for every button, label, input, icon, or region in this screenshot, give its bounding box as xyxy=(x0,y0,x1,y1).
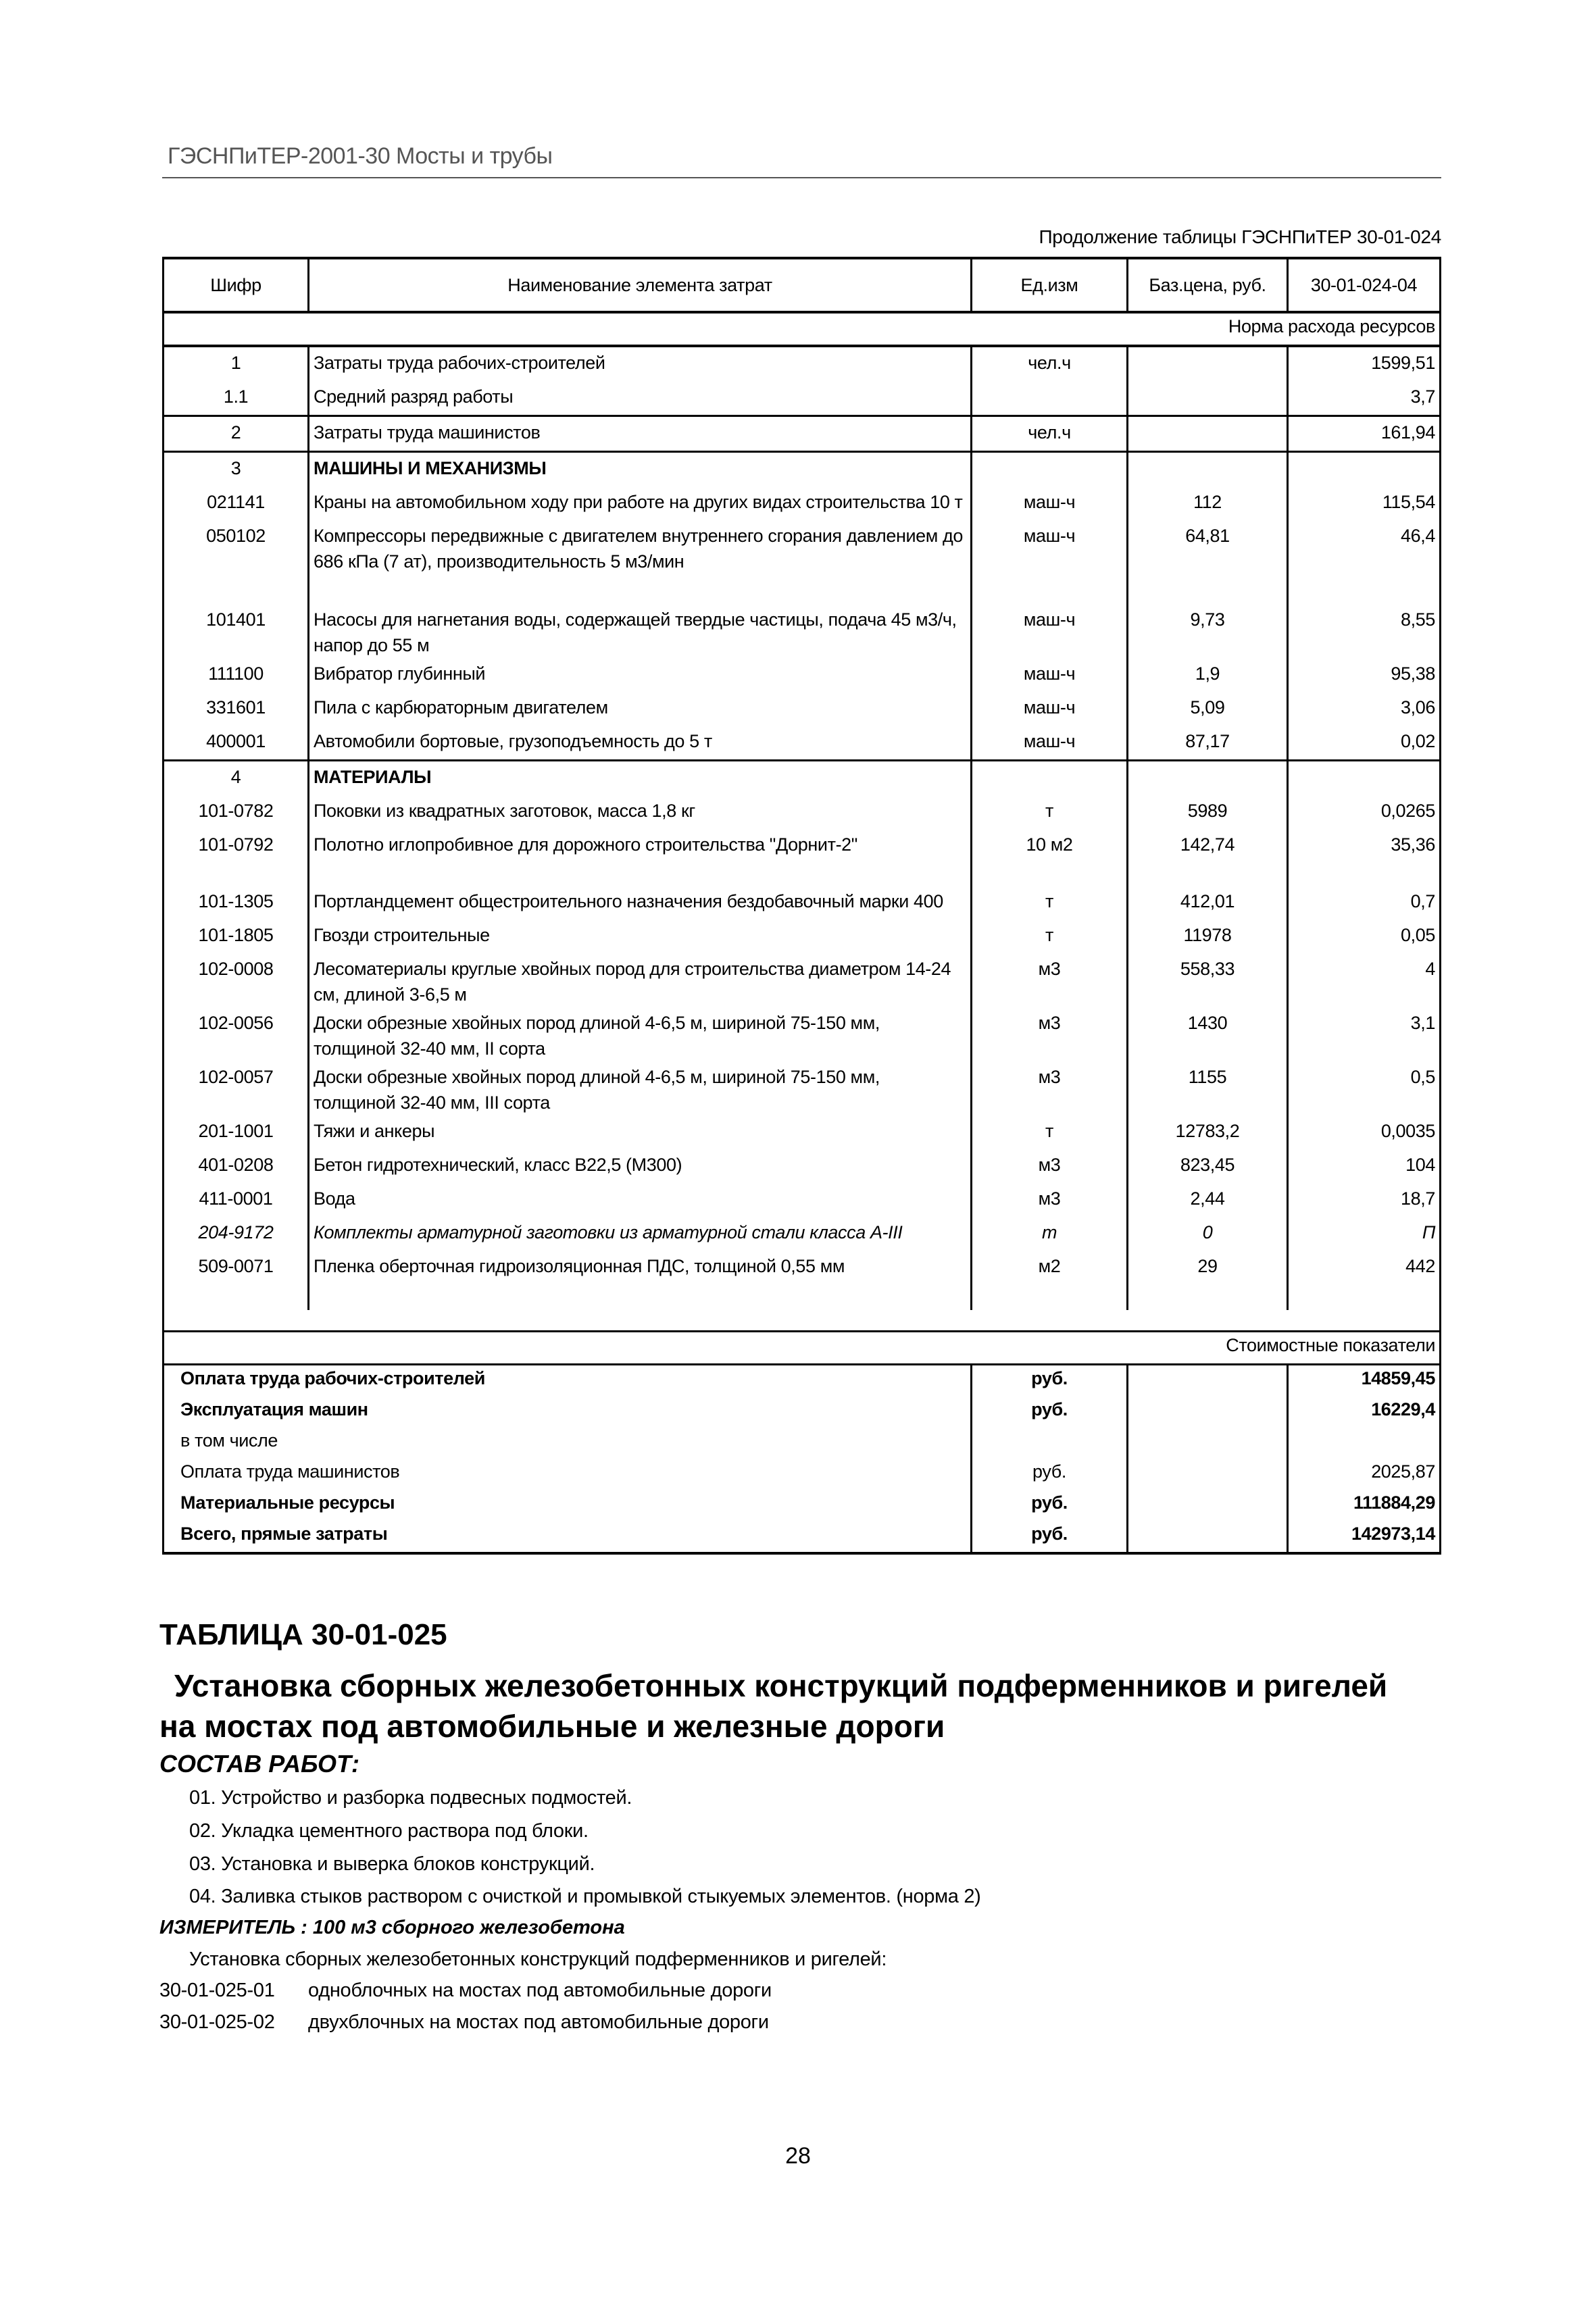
section-title: ТАБЛИЦА 30-01-025 xyxy=(159,1618,447,1651)
row-norm: 4 xyxy=(1288,953,1441,1007)
summary-value: 16229,4 xyxy=(1288,1397,1441,1428)
row-norm: 0,5 xyxy=(1288,1061,1441,1115)
table-row xyxy=(164,658,1441,692)
page-number: 28 xyxy=(785,2143,811,2169)
row-unit: т xyxy=(972,1217,1128,1251)
row-price: 12783,2 xyxy=(1128,1115,1288,1149)
col-header-code: Шифр xyxy=(164,258,309,312)
row-unit: маш-ч xyxy=(972,604,1128,658)
table-row xyxy=(164,346,1441,381)
row-code: 050102 xyxy=(164,520,309,604)
row-unit: маш-ч xyxy=(972,658,1128,692)
header-rule xyxy=(162,177,1441,178)
row-price xyxy=(1128,346,1288,381)
summary-price-empty xyxy=(1128,1397,1288,1428)
row-code: 204-9172 xyxy=(164,1217,309,1251)
row-unit: т xyxy=(972,795,1128,829)
summary-unit: руб. xyxy=(972,1521,1128,1553)
table-row xyxy=(164,416,1441,452)
summary-unit: руб. xyxy=(972,1397,1128,1428)
row-name: Лесоматериалы круглые хвойных пород для строительства диаметром 14-24 см, длиной 3-6,5 м xyxy=(309,953,972,1007)
table-continuation-caption: Продолжение таблицы ГЭСНПиТЕР 30-01-024 xyxy=(1039,226,1441,247)
row-unit: м3 xyxy=(972,1183,1128,1217)
row-price xyxy=(1128,416,1288,452)
col-header-norm: 30-01-024-04 xyxy=(1288,258,1441,312)
row-code: 2 xyxy=(164,416,309,452)
row-name: Насосы для нагнетания воды, содержащей твердые частицы, подача 45 м3/ч, напор до 55 м xyxy=(309,604,972,658)
col-header-name: Наименование элемента затрат xyxy=(309,258,972,312)
table-row xyxy=(164,1217,1441,1251)
row-code: 021141 xyxy=(164,486,309,520)
row-price: 5989 xyxy=(1128,795,1288,829)
summary-unit xyxy=(972,1428,1128,1459)
summary-value: 2025,87 xyxy=(1288,1459,1441,1490)
summary-unit: руб. xyxy=(972,1459,1128,1490)
col-header-unit: Ед.изм xyxy=(972,258,1128,312)
work-item: 03. Установка и выверка блоков конструкций. xyxy=(189,1853,595,1875)
summary-price-empty xyxy=(1128,1365,1288,1397)
blank-cell xyxy=(164,1310,1441,1332)
row-name: МАТЕРИАЛЫ xyxy=(309,761,972,796)
row-name: Гвозди строительные xyxy=(309,920,972,953)
summary-row xyxy=(164,1521,1441,1553)
row-code: 101-1805 xyxy=(164,920,309,953)
cost-label-row xyxy=(164,1332,1441,1365)
summary-price-empty xyxy=(1128,1521,1288,1553)
table-row xyxy=(164,761,1441,796)
summary-value: 14859,45 xyxy=(1288,1365,1441,1397)
row-name: Тяжи и анкеры xyxy=(309,1115,972,1149)
summary-label: Материальные ресурсы xyxy=(164,1490,972,1521)
section-heading-line1: Установка сборных железобетонных конструкций подферменников и ригелей xyxy=(174,1668,1388,1703)
row-price: 823,45 xyxy=(1128,1149,1288,1183)
row-norm: 3,1 xyxy=(1288,1007,1441,1061)
row-norm: 18,7 xyxy=(1288,1183,1441,1217)
row-name: Компрессоры передвижные с двигателем внутреннего сгорания давлением до 686 кПа (7 ат), производительность 5 м3/мин xyxy=(309,520,972,604)
row-name: Средний разряд работы xyxy=(309,381,972,416)
row-price: 9,73 xyxy=(1128,604,1288,658)
summary-value xyxy=(1288,1428,1441,1459)
row-norm: 8,55 xyxy=(1288,604,1441,658)
row-price: 64,81 xyxy=(1128,520,1288,604)
row-unit: т xyxy=(972,920,1128,953)
row-name: Доски обрезные хвойных пород длиной 4-6,5 м, шириной 75-150 мм, толщиной 32-40 мм, III сорта xyxy=(309,1061,972,1115)
summary-row xyxy=(164,1365,1441,1397)
summary-row xyxy=(164,1428,1441,1459)
row-norm: 1599,51 xyxy=(1288,346,1441,381)
row-price: 29 xyxy=(1128,1251,1288,1310)
row-unit: маш-ч xyxy=(972,726,1128,761)
norm-label-row xyxy=(164,312,1441,346)
row-name: Портландцемент общестроительного назначения бездобавочный марки 400 xyxy=(309,886,972,920)
table-row xyxy=(164,486,1441,520)
row-code: 102-0008 xyxy=(164,953,309,1007)
summary-label: в том числе xyxy=(164,1428,972,1459)
items-intro: Установка сборных железобетонных конструкций подферменников и ригелей: xyxy=(189,1948,887,1970)
row-price: 558,33 xyxy=(1128,953,1288,1007)
item-text: двухблочных на мостах под автомобильные дороги xyxy=(308,2011,769,2033)
row-unit: чел.ч xyxy=(972,416,1128,452)
blank-row xyxy=(164,1310,1441,1332)
row-code: 101401 xyxy=(164,604,309,658)
row-unit: маш-ч xyxy=(972,692,1128,726)
row-name: Доски обрезные хвойных пород длиной 4-6,5 м, шириной 75-150 мм, толщиной 32-40 мм, II сорта xyxy=(309,1007,972,1061)
table-row xyxy=(164,886,1441,920)
row-code: 4 xyxy=(164,761,309,796)
table-row xyxy=(164,381,1441,416)
row-code: 400001 xyxy=(164,726,309,761)
row-unit: чел.ч xyxy=(972,346,1128,381)
summary-value: 111884,29 xyxy=(1288,1490,1441,1521)
item-code: 30-01-025-02 xyxy=(159,2011,275,2033)
resource-table xyxy=(162,257,1441,1555)
row-unit xyxy=(972,761,1128,796)
summary-unit: руб. xyxy=(972,1490,1128,1521)
composition-label: СОСТАВ РАБОТ: xyxy=(159,1750,359,1778)
summary-row xyxy=(164,1459,1441,1490)
row-code: 101-0792 xyxy=(164,829,309,886)
row-price: 5,09 xyxy=(1128,692,1288,726)
table-row xyxy=(164,1183,1441,1217)
row-norm: 0,7 xyxy=(1288,886,1441,920)
row-norm: 104 xyxy=(1288,1149,1441,1183)
table-row xyxy=(164,1251,1441,1310)
summary-unit: руб. xyxy=(972,1365,1128,1397)
row-price: 2,44 xyxy=(1128,1183,1288,1217)
row-price xyxy=(1128,452,1288,487)
row-unit: м3 xyxy=(972,1149,1128,1183)
table-row xyxy=(164,920,1441,953)
summary-label: Оплата труда машинистов xyxy=(164,1459,972,1490)
row-norm xyxy=(1288,452,1441,487)
row-norm: 0,05 xyxy=(1288,920,1441,953)
norm-label: Норма расхода ресурсов xyxy=(164,312,1441,346)
table-row xyxy=(164,726,1441,761)
table-row xyxy=(164,1115,1441,1149)
row-price: 112 xyxy=(1128,486,1288,520)
row-code: 101-1305 xyxy=(164,886,309,920)
row-norm: 3,7 xyxy=(1288,381,1441,416)
row-unit: м3 xyxy=(972,1007,1128,1061)
row-price: 1155 xyxy=(1128,1061,1288,1115)
work-item: 01. Устройство и разборка подвесных подмостей. xyxy=(189,1787,632,1809)
row-norm: 0,0265 xyxy=(1288,795,1441,829)
row-name: Поковки из квадратных заготовок, масса 1,8 кг xyxy=(309,795,972,829)
work-item: 04. Заливка стыков раствором с очисткой и промывкой стыкуемых элементов. (норма 2) xyxy=(189,1886,981,1907)
row-name: Затраты труда машинистов xyxy=(309,416,972,452)
section-heading-line2: на мостах под автомобильные и железные дороги xyxy=(159,1709,945,1744)
summary-value: 142973,14 xyxy=(1288,1521,1441,1553)
summary-row xyxy=(164,1490,1441,1521)
row-code: 1 xyxy=(164,346,309,381)
row-price: 87,17 xyxy=(1128,726,1288,761)
row-norm: 115,54 xyxy=(1288,486,1441,520)
row-price: 142,74 xyxy=(1128,829,1288,886)
summary-label: Эксплуатация машин xyxy=(164,1397,972,1428)
row-unit xyxy=(972,381,1128,416)
row-name: Автомобили бортовые, грузоподъемность до 5 т xyxy=(309,726,972,761)
row-name: МАШИНЫ И МЕХАНИЗМЫ xyxy=(309,452,972,487)
table-row xyxy=(164,795,1441,829)
table-row xyxy=(164,692,1441,726)
col-header-price: Баз.цена, руб. xyxy=(1128,258,1288,312)
table-row xyxy=(164,1007,1441,1061)
table-row xyxy=(164,829,1441,886)
summary-price-empty xyxy=(1128,1490,1288,1521)
summary-price-empty xyxy=(1128,1428,1288,1459)
row-norm: 35,36 xyxy=(1288,829,1441,886)
row-price: 11978 xyxy=(1128,920,1288,953)
row-norm: 161,94 xyxy=(1288,416,1441,452)
row-name: Вибратор глубинный xyxy=(309,658,972,692)
table-row xyxy=(164,953,1441,1007)
row-price xyxy=(1128,761,1288,796)
work-item: 02. Укладка цементного раствора под блоки. xyxy=(189,1820,589,1842)
summary-label: Всего, прямые затраты xyxy=(164,1521,972,1553)
section-heading xyxy=(159,1665,1477,1746)
table-row xyxy=(164,520,1441,604)
row-code: 111100 xyxy=(164,658,309,692)
row-code: 331601 xyxy=(164,692,309,726)
cost-label: Стоимостные показатели xyxy=(164,1332,1441,1365)
row-norm: 442 xyxy=(1288,1251,1441,1310)
row-name: Бетон гидротехнический, класс В22,5 (М300) xyxy=(309,1149,972,1183)
summary-row xyxy=(164,1397,1441,1428)
row-unit: м2 xyxy=(972,1251,1128,1310)
row-code: 509-0071 xyxy=(164,1251,309,1310)
row-code: 3 xyxy=(164,452,309,487)
table-row xyxy=(164,1149,1441,1183)
row-name: Полотно иглопробивное для дорожного строительства "Дорнит-2" xyxy=(309,829,972,886)
row-unit: маш-ч xyxy=(972,486,1128,520)
row-unit: м3 xyxy=(972,1061,1128,1115)
row-unit: т xyxy=(972,886,1128,920)
row-price: 412,01 xyxy=(1128,886,1288,920)
row-name: Затраты труда рабочих-строителей xyxy=(309,346,972,381)
running-header: ГЭСНПиТЕР-2001-30 Мосты и трубы xyxy=(168,143,553,169)
item-text: одноблочных на мостах под автомобильные дороги xyxy=(308,1980,772,2001)
row-norm: 46,4 xyxy=(1288,520,1441,604)
row-price: 1,9 xyxy=(1128,658,1288,692)
row-code: 102-0056 xyxy=(164,1007,309,1061)
row-code: 1.1 xyxy=(164,381,309,416)
table-row xyxy=(164,604,1441,658)
row-name: Комплекты арматурной заготовки из арматурной стали класса А-III xyxy=(309,1217,972,1251)
row-name: Пила с карбюраторным двигателем xyxy=(309,692,972,726)
row-code: 411-0001 xyxy=(164,1183,309,1217)
row-unit xyxy=(972,452,1128,487)
row-norm: П xyxy=(1288,1217,1441,1251)
row-code: 102-0057 xyxy=(164,1061,309,1115)
row-price xyxy=(1128,381,1288,416)
row-code: 401-0208 xyxy=(164,1149,309,1183)
row-code: 101-0782 xyxy=(164,795,309,829)
summary-label: Оплата труда рабочих-строителей xyxy=(164,1365,972,1397)
row-unit: м3 xyxy=(972,953,1128,1007)
table-row xyxy=(164,1061,1441,1115)
row-norm: 95,38 xyxy=(1288,658,1441,692)
row-norm: 0,02 xyxy=(1288,726,1441,761)
row-code: 201-1001 xyxy=(164,1115,309,1149)
row-norm: 0,0035 xyxy=(1288,1115,1441,1149)
row-price: 0 xyxy=(1128,1217,1288,1251)
row-name: Пленка оберточная гидроизоляционная ПДС, толщиной 0,55 мм xyxy=(309,1251,972,1310)
row-unit: маш-ч xyxy=(972,520,1128,604)
table-row xyxy=(164,452,1441,487)
summary-price-empty xyxy=(1128,1459,1288,1490)
row-price: 1430 xyxy=(1128,1007,1288,1061)
table-header-row xyxy=(164,258,1441,312)
row-name: Вода xyxy=(309,1183,972,1217)
row-norm: 3,06 xyxy=(1288,692,1441,726)
item-code: 30-01-025-01 xyxy=(159,1980,275,2001)
row-name: Краны на автомобильном ходу при работе на других видах строительства 10 т xyxy=(309,486,972,520)
row-unit: т xyxy=(972,1115,1128,1149)
row-norm xyxy=(1288,761,1441,796)
row-unit: 10 м2 xyxy=(972,829,1128,886)
measure-unit: ИЗМЕРИТЕЛЬ : 100 м3 сборного железобетона xyxy=(159,1917,625,1938)
